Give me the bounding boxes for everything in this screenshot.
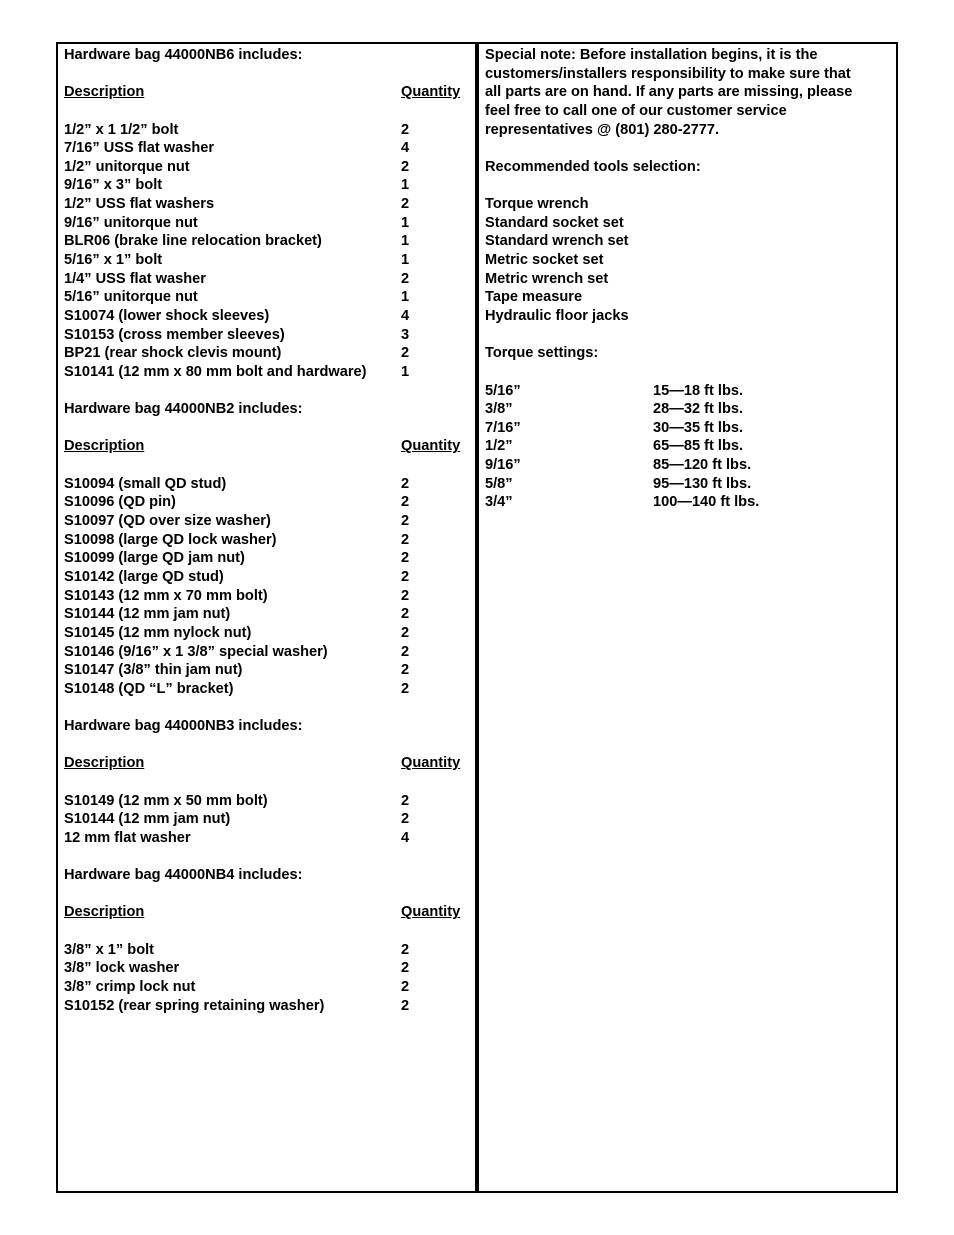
item-description: S10099 (large QD jam nut): [64, 550, 245, 567]
item-description: S10144 (12 mm jam nut): [64, 811, 231, 828]
torque-row: [485, 400, 890, 419]
hardware-list-column: [64, 46, 466, 1015]
description-header: Description: [64, 755, 145, 772]
special-note-line: customers/installers responsibility to make sure that: [485, 65, 851, 82]
tool-item: Tape measure: [485, 289, 583, 306]
item-quantity: 1: [401, 233, 410, 250]
list-item: [64, 829, 466, 848]
bag-heading: Hardware bag 44000NB2 includes:: [64, 401, 303, 418]
list-item: [64, 475, 466, 494]
item-quantity: 2: [401, 997, 410, 1014]
torque-value: 15—18 ft lbs.: [653, 382, 744, 399]
notes-column: [485, 46, 890, 512]
list-item: [64, 810, 466, 829]
torque-value: 28—32 ft lbs.: [653, 401, 744, 418]
item-description: 3/8” lock washer: [64, 960, 180, 977]
list-item: [64, 363, 466, 382]
special-note-line: representatives @ (801) 280-2777.: [485, 121, 720, 138]
item-quantity: 2: [401, 941, 410, 958]
item-description: S10097 (QD over size washer): [64, 513, 271, 530]
item-quantity: 2: [401, 624, 410, 641]
torque-size: 3/4”: [485, 494, 513, 511]
tool-item: Metric socket set: [485, 252, 604, 269]
description-header: Description: [64, 84, 145, 101]
list-item: [64, 959, 466, 978]
torque-size: 5/8”: [485, 475, 513, 492]
bag-heading: Hardware bag 44000NB6 includes:: [64, 47, 303, 63]
item-description: S10098 (large QD lock washer): [64, 531, 277, 548]
special-note-line: all parts are on hand. If any parts are missing, please: [485, 84, 853, 101]
list-header: [64, 903, 466, 922]
item-quantity: 2: [401, 979, 410, 996]
list-header: [64, 437, 466, 456]
item-description: 5/16” unitorque nut: [64, 289, 198, 306]
tools-heading: Recommended tools selection:: [485, 158, 701, 175]
torque-value: 65—85 ft lbs.: [653, 438, 744, 455]
list-item: [64, 121, 466, 140]
item-quantity: 2: [401, 270, 410, 287]
item-quantity: 2: [401, 345, 410, 362]
item-description: 7/16” USS flat washer: [64, 140, 215, 157]
item-description: 1/2” unitorque nut: [64, 158, 190, 175]
torque-value: 30—35 ft lbs.: [653, 419, 744, 436]
item-quantity: 2: [401, 680, 410, 697]
item-description: S10094 (small QD stud): [64, 475, 227, 492]
quantity-header: Quantity: [401, 84, 461, 101]
item-quantity: 4: [401, 307, 410, 324]
item-description: S10147 (3/8” thin jam nut): [64, 662, 243, 679]
item-quantity: 2: [401, 494, 410, 511]
item-description: 3/8” x 1” bolt: [64, 941, 155, 958]
list-item: [64, 941, 466, 960]
item-description: S10146 (9/16” x 1 3/8” special washer): [64, 643, 328, 660]
tool-item: Standard socket set: [485, 214, 624, 231]
torque-row: [485, 419, 890, 438]
torque-value: 95—130 ft lbs.: [653, 475, 752, 492]
item-quantity: 1: [401, 214, 410, 231]
list-item: [64, 232, 466, 251]
list-item: [64, 624, 466, 643]
item-quantity: 1: [401, 252, 410, 269]
item-description: BP21 (rear shock clevis mount): [64, 345, 282, 362]
item-description: S10145 (12 mm nylock nut): [64, 624, 252, 641]
torque-size: 5/16”: [485, 382, 521, 399]
bag-heading: Hardware bag 44000NB4 includes:: [64, 867, 303, 884]
item-quantity: 2: [401, 792, 410, 809]
item-description: S10148 (QD “L” bracket): [64, 680, 234, 697]
item-quantity: 2: [401, 513, 410, 530]
special-note-line: Special note: Before installation begins, it is the: [485, 47, 818, 63]
item-description: 5/16” x 1” bolt: [64, 252, 163, 269]
list-item: [64, 512, 466, 531]
list-item: [64, 214, 466, 233]
item-description: 12 mm flat washer: [64, 829, 191, 846]
quantity-header: Quantity: [401, 755, 461, 772]
tool-item: Hydraulic floor jacks: [485, 307, 629, 324]
torque-row: [485, 475, 890, 494]
item-quantity: 2: [401, 587, 410, 604]
list-header: [64, 754, 466, 773]
item-quantity: 2: [401, 960, 410, 977]
torque-row: [485, 456, 890, 475]
item-description: S10153 (cross member sleeves): [64, 326, 285, 343]
list-item: [64, 568, 466, 587]
item-quantity: 2: [401, 121, 410, 138]
column-divider: [475, 42, 479, 1193]
list-item: [64, 997, 466, 1016]
list-item: [64, 531, 466, 550]
item-quantity: 1: [401, 177, 410, 194]
item-quantity: 2: [401, 606, 410, 623]
list-item: [64, 307, 466, 326]
list-item: [64, 978, 466, 997]
list-item: [64, 251, 466, 270]
list-item: [64, 643, 466, 662]
torque-row: [485, 437, 890, 456]
item-quantity: 1: [401, 363, 410, 380]
quantity-header: Quantity: [401, 904, 461, 921]
item-quantity: 2: [401, 811, 410, 828]
quantity-header: Quantity: [401, 438, 461, 455]
item-quantity: 3: [401, 326, 410, 343]
list-item: [64, 139, 466, 158]
tool-item: Metric wrench set: [485, 270, 609, 287]
item-quantity: 2: [401, 643, 410, 660]
item-quantity: 2: [401, 196, 410, 213]
item-quantity: 1: [401, 289, 410, 306]
list-item: [64, 176, 466, 195]
item-quantity: 2: [401, 568, 410, 585]
list-item: [64, 288, 466, 307]
tool-item: Torque wrench: [485, 196, 589, 213]
item-quantity: 2: [401, 158, 410, 175]
description-header: Description: [64, 904, 145, 921]
item-quantity: 2: [401, 550, 410, 567]
list-item: [64, 680, 466, 699]
torque-size: 9/16”: [485, 457, 521, 474]
list-item: [64, 549, 466, 568]
item-quantity: 4: [401, 829, 410, 846]
item-description: S10143 (12 mm x 70 mm bolt): [64, 587, 268, 604]
item-quantity: 2: [401, 531, 410, 548]
item-quantity: 4: [401, 140, 410, 157]
item-description: S10144 (12 mm jam nut): [64, 606, 231, 623]
item-quantity: 2: [401, 475, 410, 492]
list-header: [64, 83, 466, 102]
item-description: S10142 (large QD stud): [64, 568, 224, 585]
bag-heading: Hardware bag 44000NB3 includes:: [64, 718, 303, 735]
item-description: 1/2” USS flat washers: [64, 196, 215, 213]
item-description: S10074 (lower shock sleeves): [64, 307, 270, 324]
item-description: S10141 (12 mm x 80 mm bolt and hardware): [64, 363, 367, 380]
list-item: [64, 158, 466, 177]
list-item: [64, 195, 466, 214]
torque-value: 85—120 ft lbs.: [653, 457, 752, 474]
item-description: S10096 (QD pin): [64, 494, 176, 511]
special-note-line: feel free to call one of our customer service: [485, 102, 787, 119]
torque-size: 3/8”: [485, 401, 513, 418]
list-item: [64, 493, 466, 512]
list-item: [64, 344, 466, 363]
list-item: [64, 792, 466, 811]
list-item: [64, 326, 466, 345]
item-description: S10152 (rear spring retaining washer): [64, 997, 325, 1014]
torque-heading: Torque settings:: [485, 345, 599, 362]
item-description: 9/16” unitorque nut: [64, 214, 198, 231]
item-quantity: 2: [401, 662, 410, 679]
list-item: [64, 270, 466, 289]
torque-row: [485, 493, 890, 512]
list-item: [64, 661, 466, 680]
torque-value: 100—140 ft lbs.: [653, 494, 760, 511]
item-description: BLR06 (brake line relocation bracket): [64, 233, 322, 250]
item-description: 3/8” crimp lock nut: [64, 979, 196, 996]
list-item: [64, 587, 466, 606]
torque-size: 1/2”: [485, 438, 513, 455]
list-item: [64, 605, 466, 624]
torque-row: [485, 382, 890, 401]
item-description: 1/2” x 1 1/2” bolt: [64, 121, 179, 138]
torque-size: 7/16”: [485, 419, 521, 436]
item-description: 1/4” USS flat washer: [64, 270, 206, 287]
tool-item: Standard wrench set: [485, 233, 629, 250]
description-header: Description: [64, 438, 145, 455]
item-description: S10149 (12 mm x 50 mm bolt): [64, 792, 268, 809]
item-description: 9/16” x 3” bolt: [64, 177, 163, 194]
